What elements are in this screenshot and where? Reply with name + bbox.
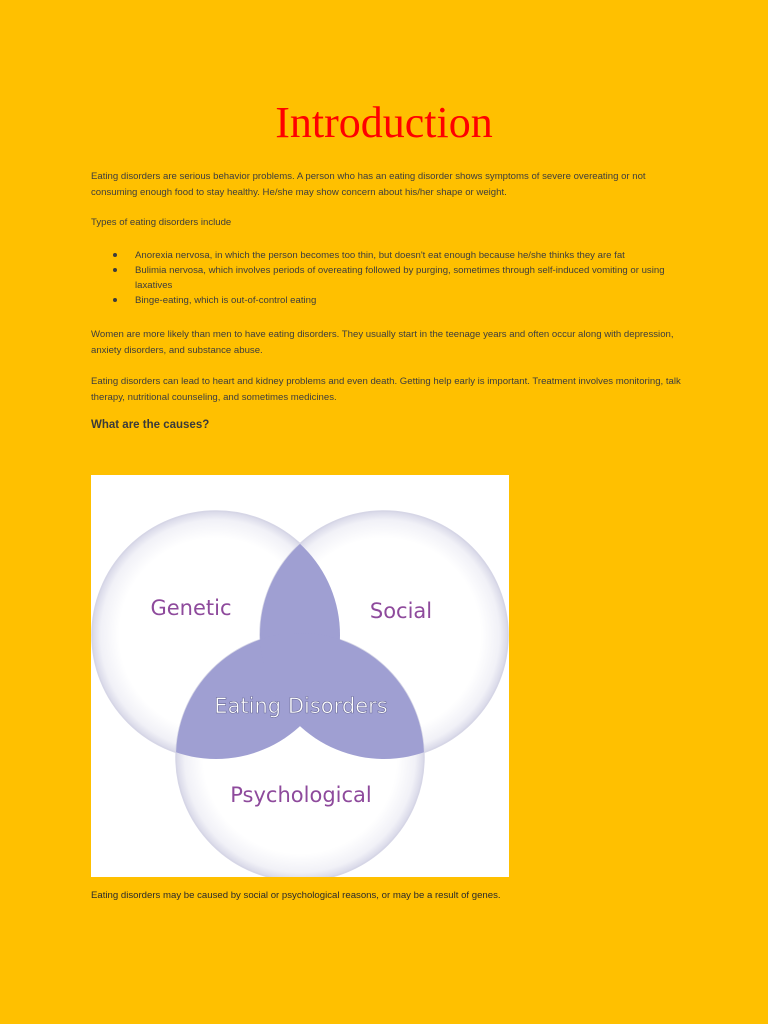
causes-venn-diagram <box>91 475 509 877</box>
women-paragraph: Women are more likely than men to have eating disorders. They usually start in the teenage years and often occur along with depression, anxiety disorders, and substance abuse. <box>91 329 674 356</box>
list-item <box>91 248 691 263</box>
list-item <box>91 263 691 293</box>
eating-disorder-types-list <box>91 248 691 308</box>
types-intro: Types of eating disorders include <box>91 217 232 228</box>
page-title: Introduction <box>275 98 493 147</box>
list-item-text: Bulimia nervosa, which involves periods of overeating followed by purging, sometimes through self-induced vomiting or using laxatives <box>135 265 665 291</box>
venn-diagram-svg <box>91 475 509 877</box>
list-item <box>91 293 691 308</box>
psychological-label: Psychological <box>230 783 372 807</box>
center-label: Eating Disorders <box>214 694 388 718</box>
intro-paragraph: Eating disorders are serious behavior problems. A person who has an eating disorder shows symptoms of severe overeating or not consuming enough food to stay healthy. He/she may show concern about his/her shape or weight. <box>91 171 646 198</box>
treatment-paragraph: Eating disorders can lead to heart and kidney problems and even death. Getting help early is important. Treatment involves monitoring, talk therapy, nutritional counseling, and sometimes medicines. <box>91 376 681 403</box>
bullet-icon <box>113 298 117 302</box>
genetic-label: Genetic <box>150 596 232 620</box>
figure-caption: Eating disorders may be caused by social or psychological reasons, or may be a result of genes. <box>91 890 501 901</box>
bullet-icon <box>113 268 117 272</box>
causes-heading: What are the causes? <box>91 419 210 431</box>
list-item-text: Anorexia nervosa, in which the person becomes too thin, but doesn't eat enough because he/she thinks they are fat <box>135 250 625 261</box>
social-label: Social <box>369 599 433 623</box>
bullet-icon <box>113 253 117 257</box>
list-item-text: Binge-eating, which is out-of-control eating <box>135 295 317 306</box>
